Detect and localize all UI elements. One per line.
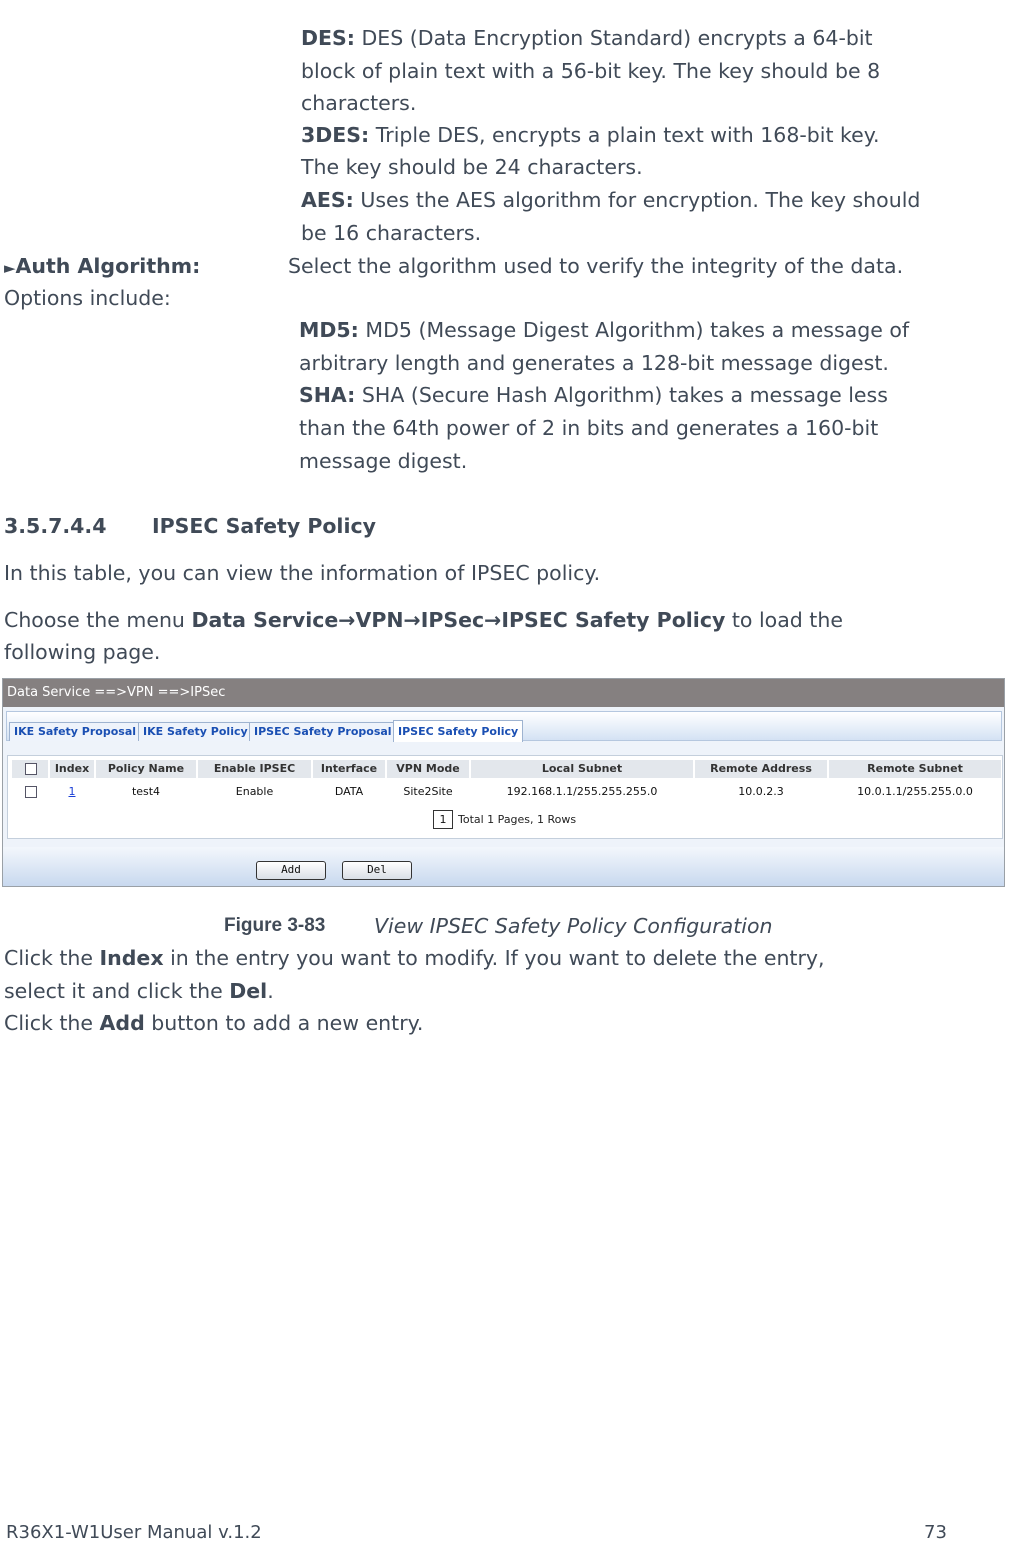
sha-line-3: message digest. xyxy=(299,449,468,473)
sha-line-2: than the 64th power of 2 in bits and generates a 160-bit xyxy=(299,416,879,440)
choose-line-2: following page. xyxy=(4,640,161,664)
des-term: DES: xyxy=(301,26,355,50)
click2-a: Click the xyxy=(4,1011,100,1035)
header-enable-ipsec: Enable IPSEC xyxy=(198,760,311,778)
des-text-1: DES (Data Encryption Standard) encrypts a 64-bit xyxy=(361,26,873,50)
row-checkbox[interactable] xyxy=(25,786,37,798)
choose-line-1 xyxy=(4,604,843,636)
des-line-3: characters. xyxy=(301,91,417,115)
md5-line-2: arbitrary length and generates a 128-bit message digest. xyxy=(299,351,889,375)
3des-line-2: The key should be 24 characters. xyxy=(301,155,643,179)
3des-text-1: Triple DES, encrypts a plain text with 168-bit key. xyxy=(375,123,880,147)
des-line-2: block of plain text with a 56-bit key. The key should be 8 xyxy=(301,59,881,83)
sha-text-1: SHA (Secure Hash Algorithm) takes a message less xyxy=(361,383,888,407)
auth-label xyxy=(4,250,200,284)
header-index: Index xyxy=(50,760,94,778)
aes-line-1 xyxy=(301,184,920,216)
intro-text: In this table, you can view the information of IPSEC policy. xyxy=(4,561,601,585)
header-local-subnet: Local Subnet xyxy=(471,760,693,778)
row-index-link[interactable]: 1 xyxy=(68,785,76,798)
row-enable: Enable xyxy=(235,785,274,798)
click-index-line-1 xyxy=(4,942,825,974)
md5-term: MD5: xyxy=(299,318,359,342)
row-local-subnet: 192.168.1.1/255.255.255.0 xyxy=(506,785,658,798)
section-number: 3.5.7.4.4 xyxy=(4,514,107,538)
figure-label: Figure 3-83 xyxy=(224,915,326,936)
button-bar xyxy=(3,847,1004,887)
choose-suffix: to load the xyxy=(725,608,843,632)
header-policy-name: Policy Name xyxy=(96,760,196,778)
section-title: IPSEC Safety Policy xyxy=(152,514,376,538)
tab-ipsec-safety-proposal[interactable]: IPSEC Safety Proposal xyxy=(249,722,397,741)
tab-ike-safety-policy[interactable]: IKE Safety Policy xyxy=(138,722,253,741)
del-button[interactable]: Del xyxy=(342,861,412,880)
header-interface: Interface xyxy=(313,760,385,778)
page-info: Total 1 Pages, 1 Rows xyxy=(458,813,577,826)
3des-term: 3DES: xyxy=(301,123,370,147)
auth-desc: Select the algorithm used to verify the integrity of the data. xyxy=(288,254,904,278)
click-index-line-2 xyxy=(4,975,274,1007)
choose-prefix: Choose the menu xyxy=(4,608,192,632)
header-remote-subnet: Remote Subnet xyxy=(829,760,1001,778)
tab-ike-safety-proposal[interactable]: IKE Safety Proposal xyxy=(9,722,141,741)
md5-text-1: MD5 (Message Digest Algorithm) takes a message of xyxy=(365,318,910,342)
add-button[interactable]: Add xyxy=(256,861,326,880)
3des-line-1 xyxy=(301,119,880,151)
des-line-1 xyxy=(301,22,873,54)
index-term: Index xyxy=(99,946,164,970)
row-interface: DATA xyxy=(334,785,364,798)
aes-term: AES: xyxy=(301,188,354,212)
ipsec-policy-screenshot xyxy=(2,678,1005,887)
select-all-checkbox[interactable] xyxy=(25,763,37,775)
md5-line-1 xyxy=(299,314,909,346)
figure-caption: View IPSEC Safety Policy Configuration xyxy=(374,914,773,938)
row-policy-name: test4 xyxy=(131,785,161,798)
breadcrumb: Data Service ==>VPN ==>IPSec xyxy=(3,679,1004,707)
tab-strip xyxy=(6,711,1002,741)
del-term: Del xyxy=(229,979,268,1003)
select-all-header xyxy=(12,760,48,778)
row-remote-subnet: 10.0.1.1/255.255.0.0 xyxy=(857,785,973,798)
auth-term: Auth Algorithm: xyxy=(15,254,201,278)
page-number-button[interactable]: 1 xyxy=(433,810,453,829)
triangle-bullet-icon: ► xyxy=(4,259,16,277)
add-term: Add xyxy=(99,1011,145,1035)
sha-term: SHA: xyxy=(299,383,356,407)
click-add-line xyxy=(4,1007,423,1039)
sha-line-1 xyxy=(299,379,888,411)
manual-title: R36X1-W1User Manual v.1.2 xyxy=(6,1522,262,1543)
tab-ipsec-safety-policy[interactable]: IPSEC Safety Policy xyxy=(393,720,523,742)
header-remote-address: Remote Address xyxy=(695,760,827,778)
click2-c: button to add a new entry. xyxy=(144,1011,424,1035)
header-vpn-mode: VPN Mode xyxy=(387,760,469,778)
click1-line2c: . xyxy=(267,979,274,1003)
options-include: Options include: xyxy=(4,286,171,310)
aes-text-1: Uses the AES algorithm for encryption. The key should xyxy=(360,188,921,212)
row-vpn-mode: Site2Site xyxy=(403,785,453,798)
page-number: 73 xyxy=(924,1522,947,1543)
menu-path: Data Service→VPN→IPSec→IPSEC Safety Policy xyxy=(191,608,726,632)
policy-table xyxy=(7,755,1003,839)
click1-c: in the entry you want to modify. If you want to delete the entry, xyxy=(163,946,825,970)
click1-a: Click the xyxy=(4,946,100,970)
click1-line2a: select it and click the xyxy=(4,979,230,1003)
aes-line-2: be 16 characters. xyxy=(301,221,482,245)
row-remote-address: 10.0.2.3 xyxy=(738,785,784,798)
